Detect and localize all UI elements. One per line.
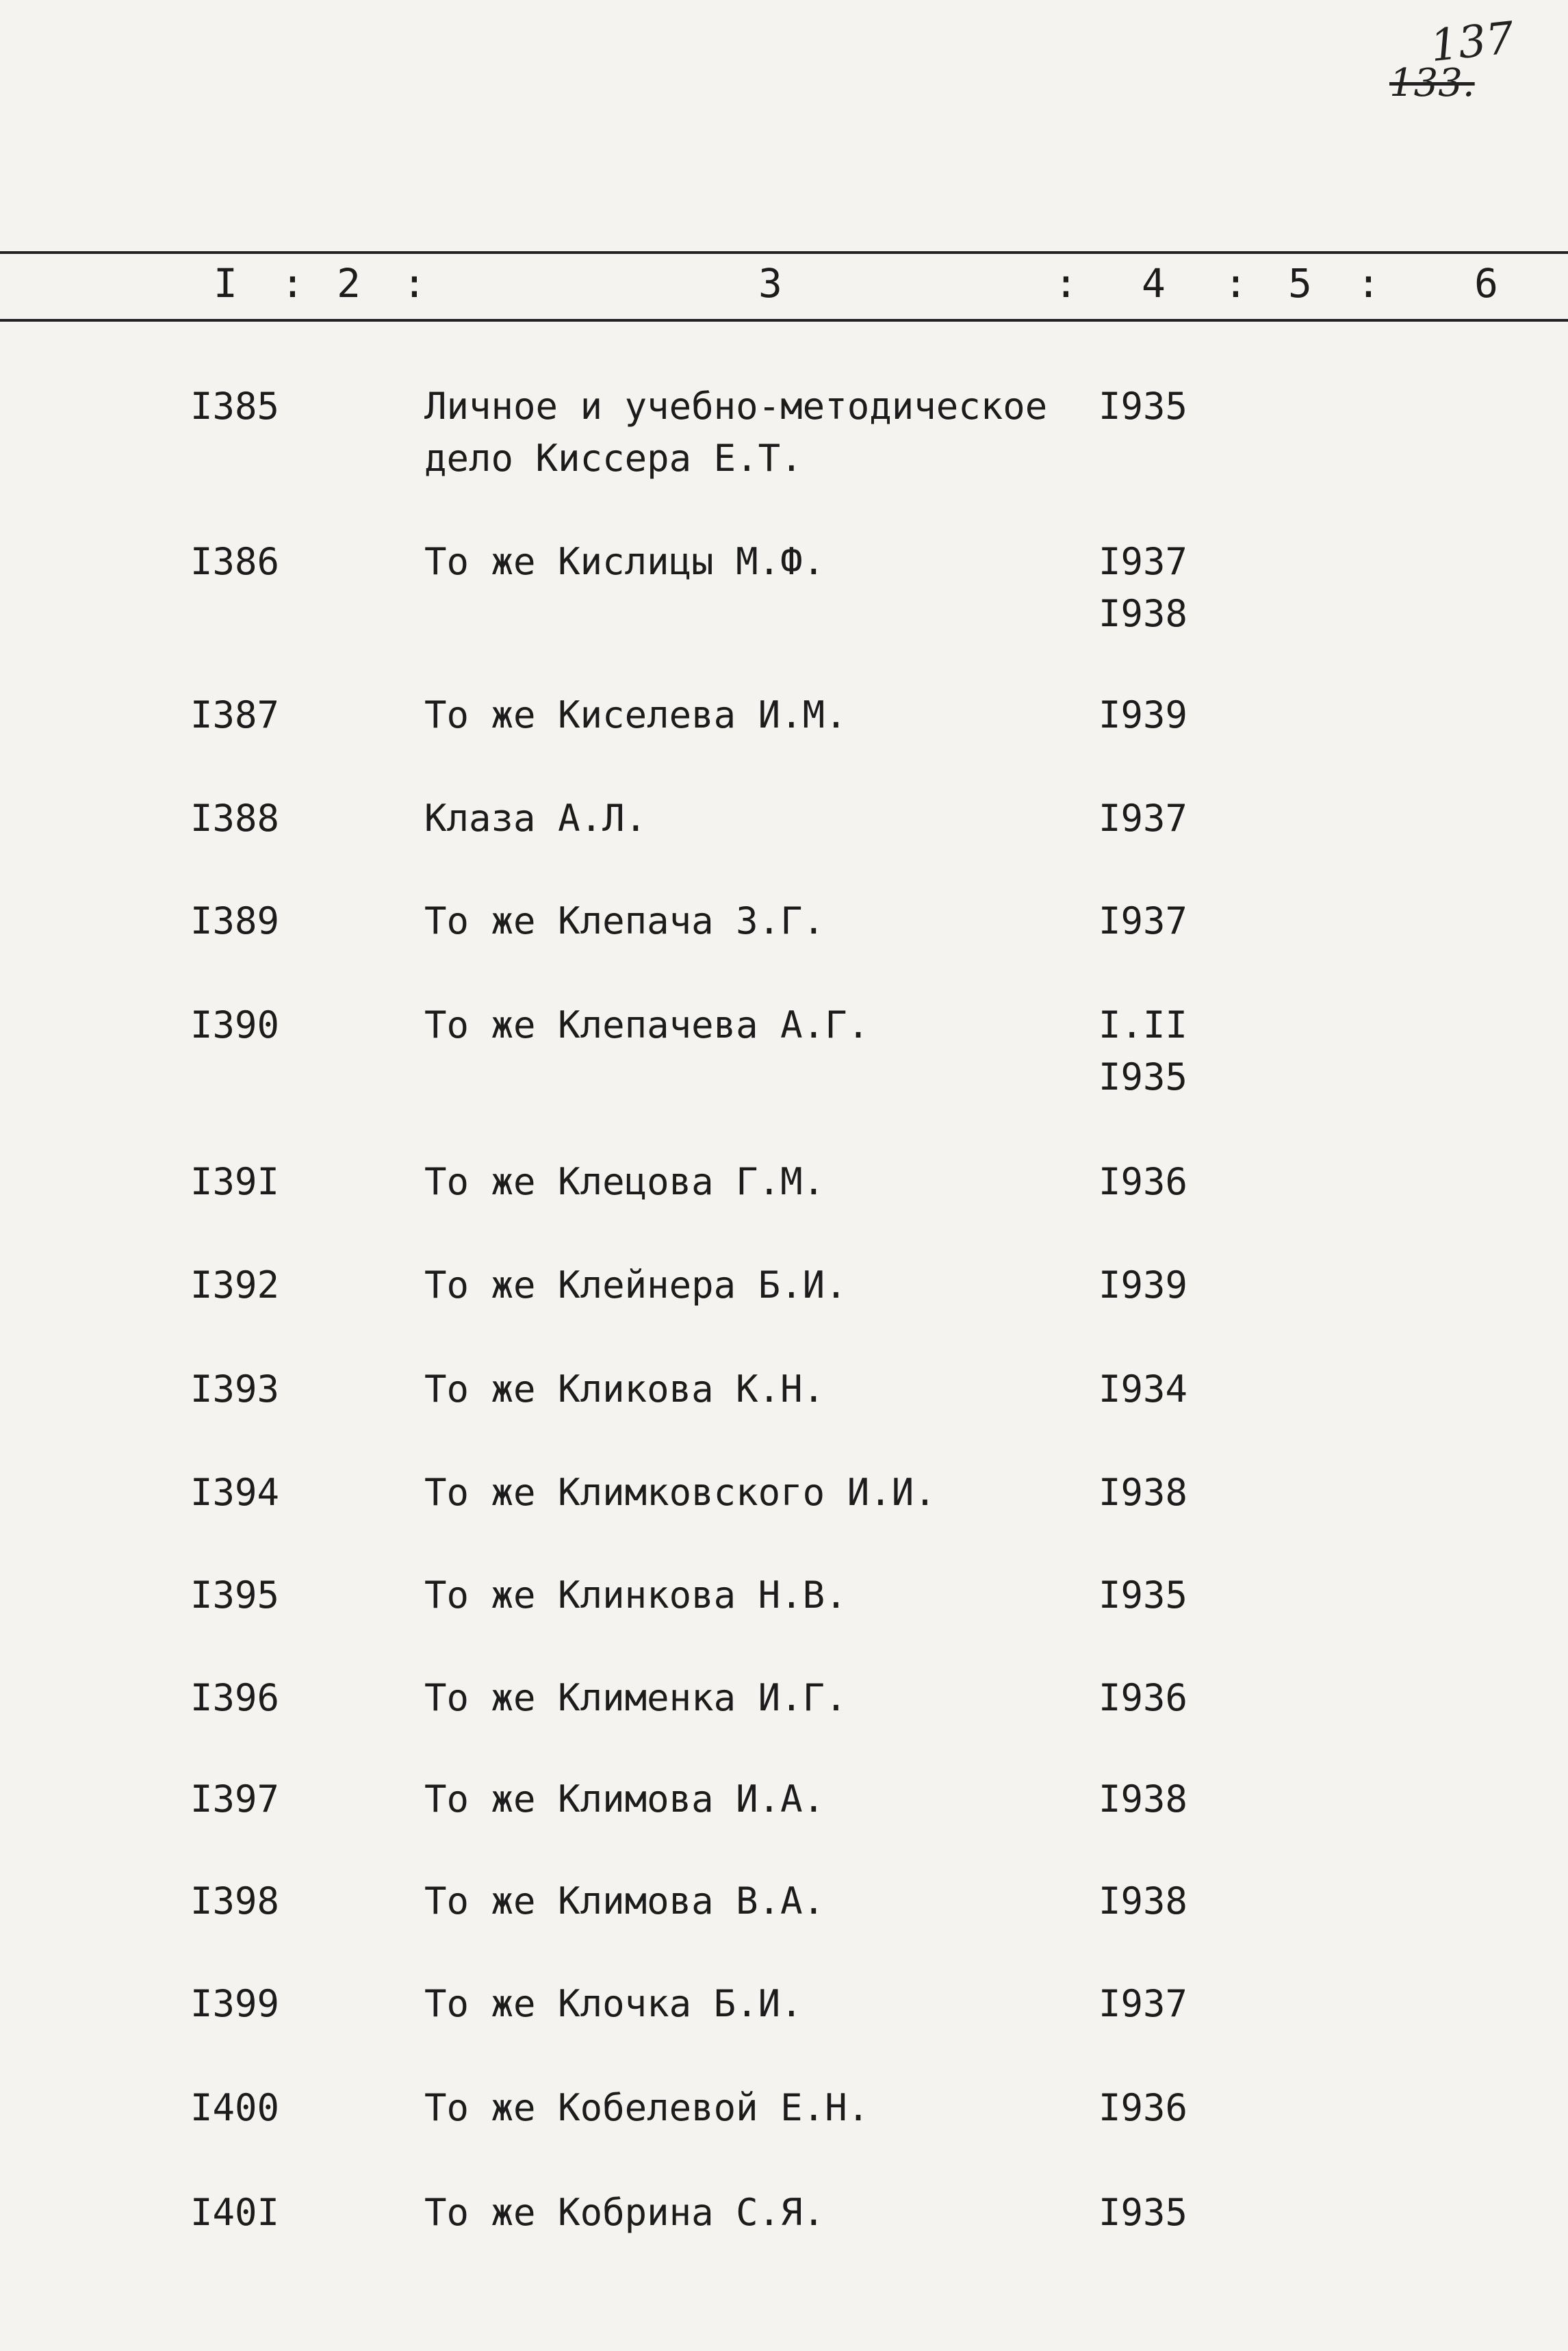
row-date: I939 [1098,1263,1188,1307]
row-description: То же Климковского И.И. [424,1471,936,1514]
row-number: I397 [190,1777,280,1821]
row-date: I938 [1098,1777,1188,1821]
row-date: I937 [1098,899,1188,942]
column-separator: : [1357,260,1380,307]
row-number: I398 [190,1879,280,1923]
row-date: I935 [1098,1573,1188,1617]
row-number: I393 [190,1367,280,1411]
row-description: То же Клименка И.Г. [424,1676,847,1719]
row-description: То же Кобрина С.Я. [424,2191,825,2234]
column-header-2: 2 [337,260,361,307]
row-number: I396 [190,1676,280,1719]
row-date: I937 [1098,797,1188,840]
row-date: I938 [1098,1471,1188,1514]
row-description: То же Киселева И.М. [424,693,847,736]
column-header-5: 5 [1288,260,1312,307]
row-number: I385 [190,385,280,428]
row-description: Личное и учебно-методическое дело Киссера Е.Т. [424,385,1048,480]
page-number-current: 137 [1428,12,1517,73]
column-separator: : [281,260,305,307]
row-number: I388 [190,797,280,840]
row-date: I.II I935 [1098,1003,1188,1099]
row-date: I936 [1098,1160,1188,1203]
row-description: То же Клепачева А.Г. [424,1003,870,1046]
row-number: I390 [190,1003,280,1046]
row-number: I40I [190,2191,280,2234]
row-description: То же Климова В.А. [424,1879,825,1923]
column-header-4: 4 [1142,260,1166,307]
row-description: То же Клепача З.Г. [424,899,825,942]
row-description: То же Климова И.А. [424,1777,825,1821]
row-description: Клаза А.Л. [424,797,647,840]
row-number: I399 [190,1982,280,2025]
row-description: То же Клейнера Б.И. [424,1263,847,1307]
row-description: То же Клинкова Н.В. [424,1573,847,1617]
row-date: I934 [1098,1367,1188,1411]
column-header-3: 3 [758,260,782,307]
row-date: I935 [1098,385,1188,428]
row-date: I936 [1098,1676,1188,1719]
row-number: I39I [190,1160,280,1203]
row-date: I935 [1098,2191,1188,2234]
row-date: I936 [1098,2086,1188,2129]
row-number: I392 [190,1263,280,1307]
row-description: То же Клочка Б.И. [424,1982,803,2025]
column-header-1: I [214,260,237,307]
row-number: I395 [190,1573,280,1617]
column-separator: : [402,260,426,307]
row-date: I938 [1098,1879,1188,1923]
row-description: То же Клецова Г.М. [424,1160,825,1203]
page-number-old: 133. [1389,61,1475,105]
row-number: I389 [190,899,280,942]
row-number: I387 [190,693,280,736]
row-number: I386 [190,540,280,583]
row-date: I937 [1098,1982,1188,2025]
column-separator: : [1224,260,1248,307]
column-header-6: 6 [1474,260,1498,307]
row-number: I400 [190,2086,280,2129]
row-date: I937 I938 [1098,540,1188,635]
row-date: I939 [1098,693,1188,736]
row-description: То же Кликова К.Н. [424,1367,825,1411]
row-description: То же Кобелевой Е.Н. [424,2086,870,2129]
row-description: То же Кислицы М.Ф. [424,540,825,583]
column-separator: : [1054,260,1078,307]
row-number: I394 [190,1471,280,1514]
